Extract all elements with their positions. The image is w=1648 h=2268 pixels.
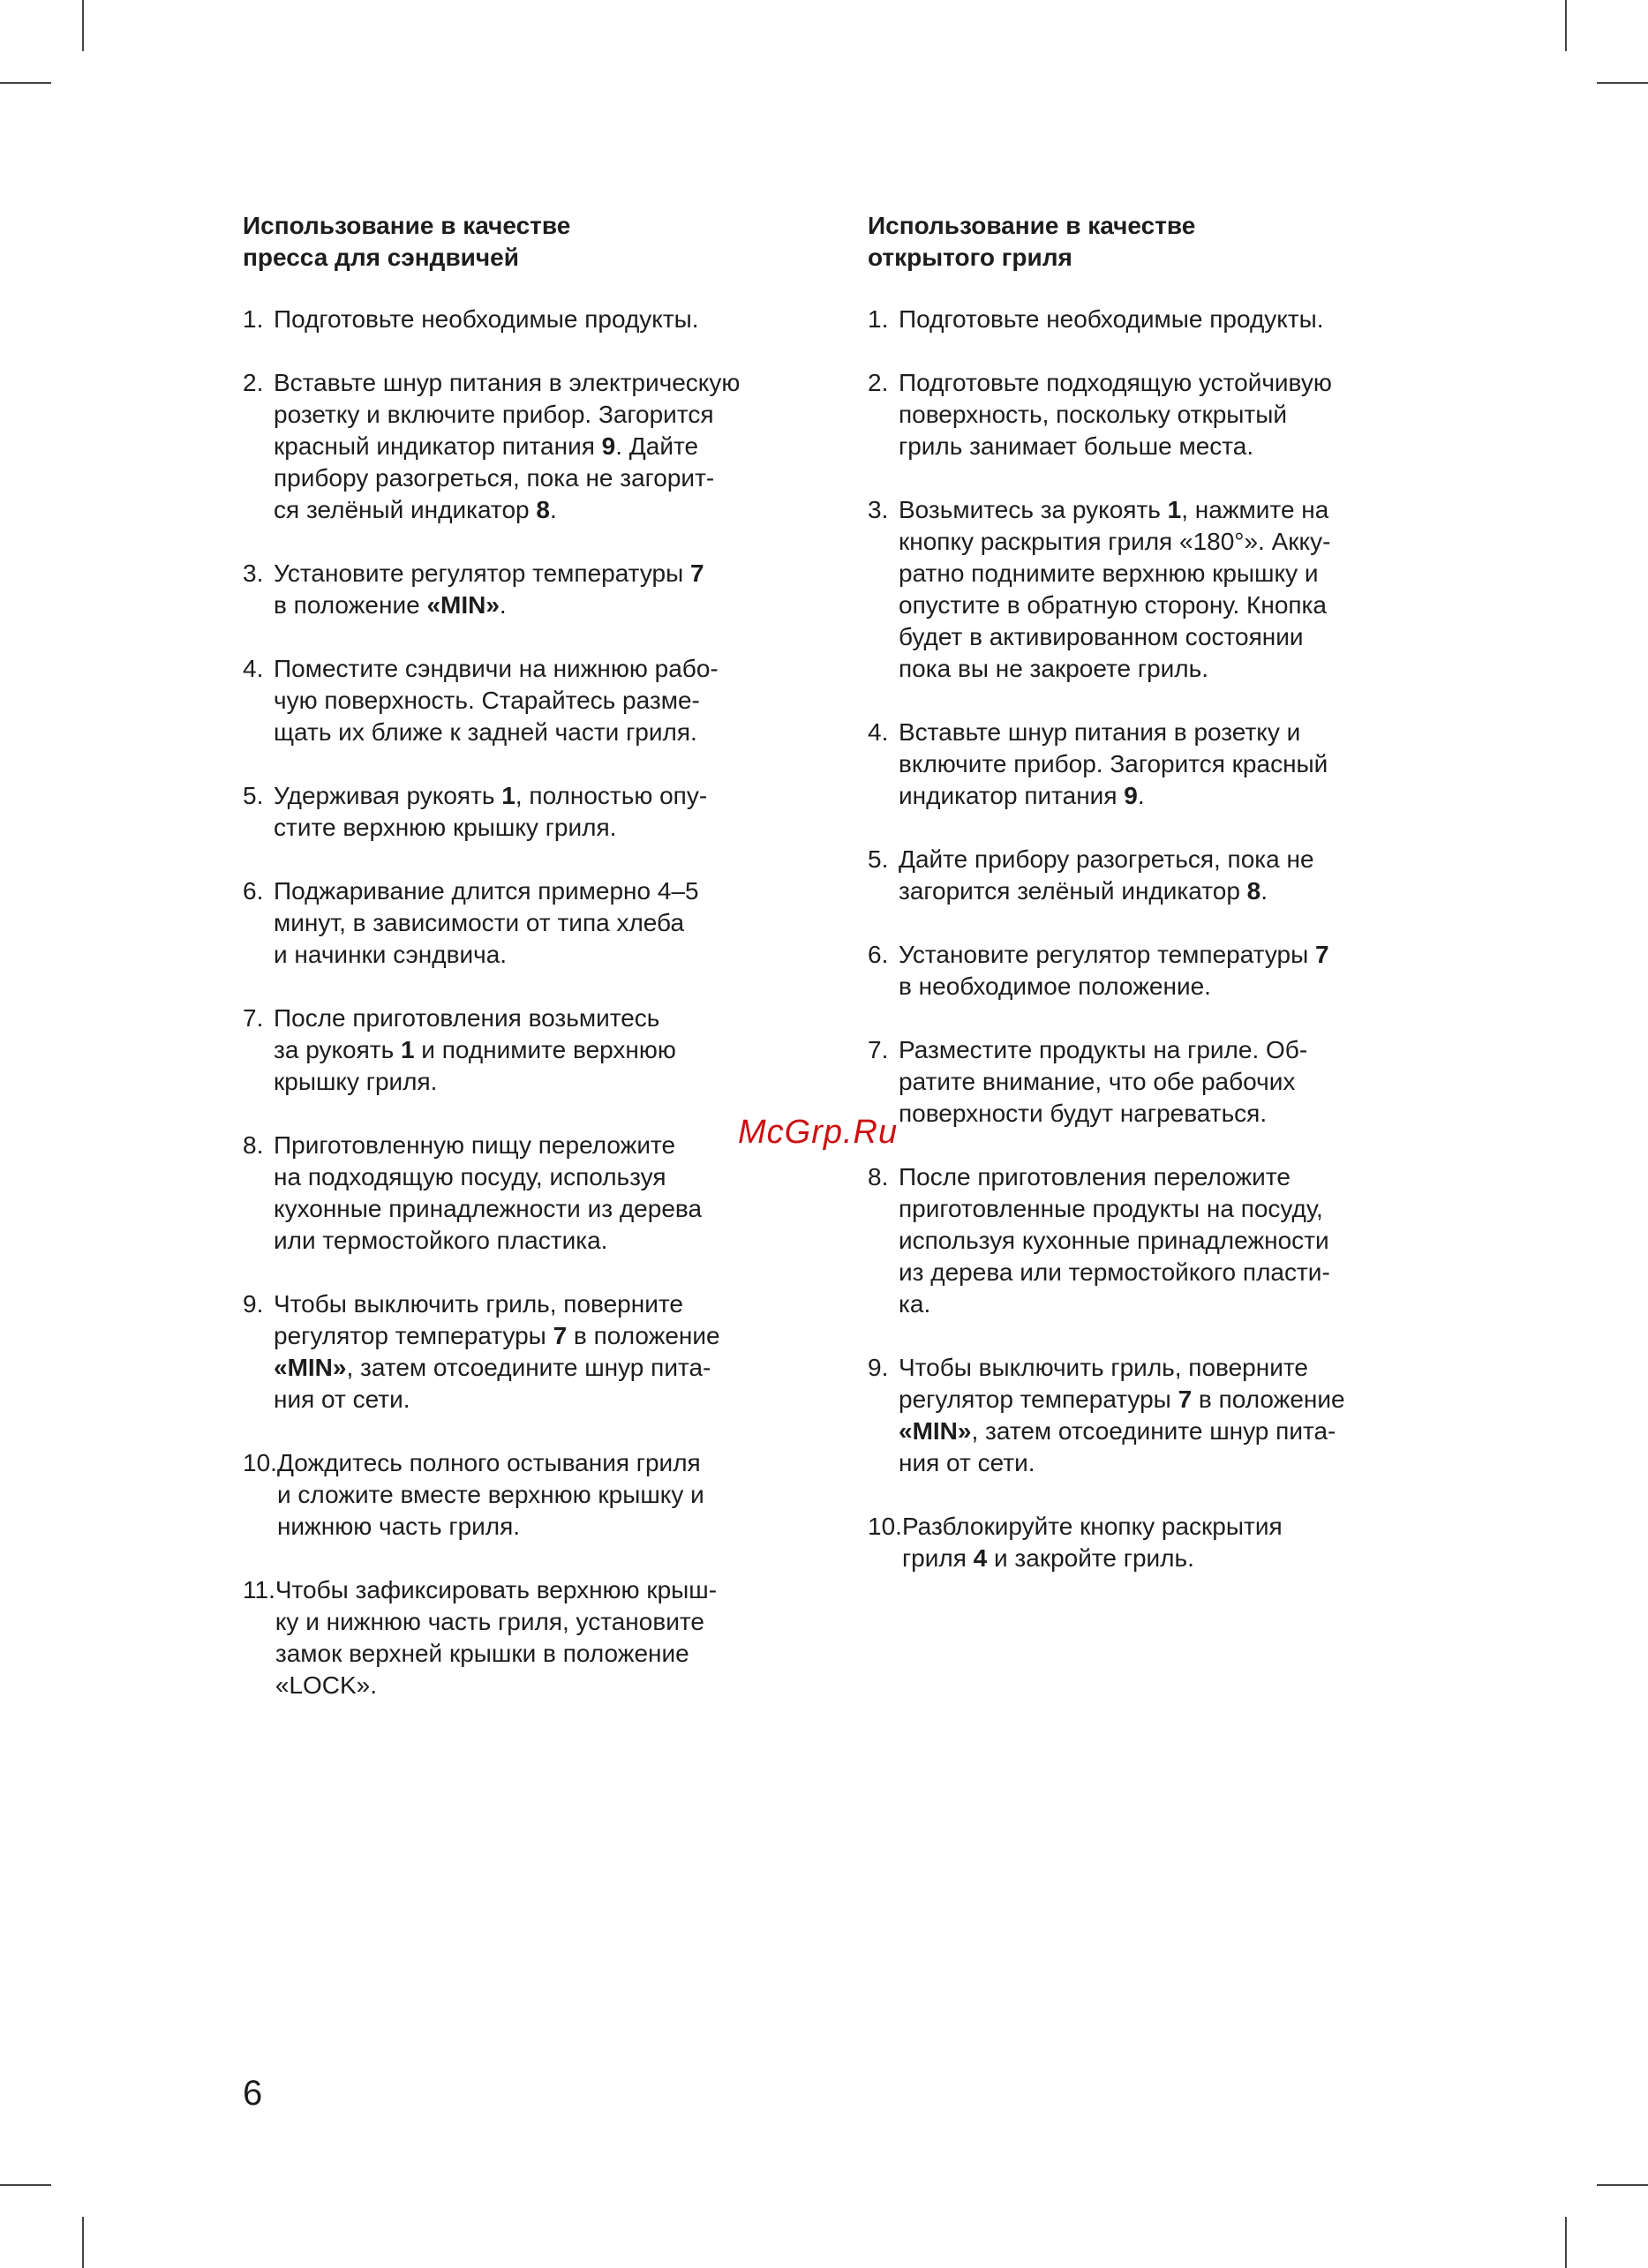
left-heading: Использование в качестве пресса для сэндвичей: [243, 212, 571, 271]
crop-mark-top-left-horizontal: [0, 82, 51, 84]
step-text: Подготовьте необходимые продукты.: [899, 305, 1324, 333]
step-item: [868, 304, 1486, 335]
step-item: [243, 1288, 861, 1416]
step-text: Вставьте шнур питания в электрическую розетку и включите прибор. Загорится красный индикатор питания 9. Дайте прибору разогреться, пока не загорит- ся зелёный индикатор 8.: [274, 369, 741, 523]
step-number: 11.: [243, 1576, 275, 1603]
emphasis: 9: [1124, 782, 1138, 809]
step-item: [868, 1511, 1486, 1574]
step-text: Поместите сэндвичи на нижнюю рабо- чую поверхность. Старайтесь разме- щать их ближе к задней части гриля.: [274, 655, 719, 746]
step-text: После приготовления переложите приготовленные продукты на посуду, используя кухонные принадлежности из дерева или термостойкого пласти- ка.: [899, 1163, 1330, 1318]
step-number: 3.: [243, 559, 264, 587]
step-text: Подготовьте подходящую устойчивую поверхность, поскольку открытый гриль занимает больше места.: [899, 369, 1332, 460]
emphasis: «MIN»: [426, 591, 500, 619]
step-number: 5.: [243, 782, 264, 809]
step-item: [243, 1447, 861, 1543]
crop-mark-bottom-right-vertical: [1565, 2217, 1567, 2268]
step-number: 5.: [868, 845, 889, 873]
emphasis: 1: [1167, 496, 1182, 523]
emphasis: 1: [400, 1036, 415, 1063]
step-item: [243, 367, 861, 526]
emphasis: 1: [501, 782, 515, 809]
page-number: 6: [243, 2074, 263, 2113]
step-text: После приготовления возьмитесь за рукоять 1 и поднимите верхнюю крышку гриля.: [274, 1004, 676, 1095]
crop-mark-bottom-left-vertical: [82, 2217, 84, 2268]
emphasis: 7: [1178, 1386, 1193, 1413]
step-number: 10.: [868, 1513, 902, 1540]
step-item: [868, 494, 1486, 685]
step-text: Приготовленную пищу переложите на подходящую посуду, используя кухонные принадлежности из дерева или термостойкого пластика.: [274, 1131, 703, 1254]
step-number: 8.: [243, 1131, 264, 1159]
left-steps: [243, 304, 861, 1701]
step-number: 4.: [868, 718, 889, 746]
step-number: 1.: [243, 305, 264, 333]
emphasis: 7: [1314, 941, 1329, 968]
step-text: Дождитесь полного остывания гриля и сложите вместе верхнюю крышку и нижнюю часть гриля.: [276, 1449, 704, 1540]
emphasis: 7: [553, 1322, 568, 1349]
step-number: 3.: [868, 496, 889, 523]
watermark: McGrp.Ru: [738, 1114, 899, 1151]
step-number: 7.: [243, 1004, 264, 1032]
crop-mark-top-right-horizontal: [1597, 82, 1648, 84]
step-number: 2.: [868, 369, 889, 396]
step-item: [868, 1352, 1486, 1479]
step-number: 9.: [868, 1354, 889, 1381]
step-number: 6.: [868, 941, 889, 968]
step-text: Возьмитесь за рукоять 1, нажмите на кнопку раскрытия гриля «180°». Акку- ратно поднимите верхнюю крышку и опустите в обратную сторону. Кнопка будет в активированном состоянии пока вы не закроете гриль.: [899, 496, 1331, 682]
step-number: 2.: [243, 369, 264, 396]
step-item: [868, 367, 1486, 462]
right-column: [868, 210, 1486, 1606]
step-text: Чтобы выключить гриль, поверните регулятор температуры 7 в положение «MIN», затем отсоедините шнур пита- ния от сети.: [899, 1354, 1345, 1476]
crop-mark-bottom-right-horizontal: [1597, 2184, 1648, 2186]
step-number: 10.: [243, 1449, 277, 1476]
left-column: [243, 210, 861, 1733]
step-number: 1.: [868, 305, 889, 333]
step-item: [868, 1161, 1486, 1320]
step-text: Поджаривание длится примерно 4–5 минут, в зависимости от типа хлеба и начинки сэндвича.: [274, 877, 699, 968]
step-text: Дайте прибору разогреться, пока не загорится зелёный индикатор 8.: [899, 845, 1314, 905]
emphasis: 9: [601, 432, 616, 460]
step-number: 9.: [243, 1290, 264, 1318]
emphasis: 7: [689, 559, 704, 587]
step-number: 4.: [243, 655, 264, 682]
step-text: Чтобы выключить гриль, поверните регулятор температуры 7 в положение «MIN», затем отсоедините шнур пита- ния от сети.: [274, 1290, 720, 1413]
step-item: [243, 558, 861, 621]
step-item: [868, 844, 1486, 907]
step-text: Установите регулятор температуры 7 в необходимое положение.: [899, 941, 1329, 1000]
crop-mark-bottom-left-horizontal: [0, 2184, 51, 2186]
emphasis: «MIN»: [899, 1417, 972, 1445]
step-text: Разместите продукты на гриле. Об- ратите внимание, что обе рабочих поверхности будут нагреваться.: [899, 1036, 1308, 1127]
step-text: Чтобы зафиксировать верхнюю крыш- ку и нижнюю часть гриля, установите замок верхней крышки в положение «LOCK».: [275, 1576, 718, 1699]
step-number: 6.: [243, 877, 264, 905]
right-steps: [868, 304, 1486, 1574]
step-text: Вставьте шнур питания в розетку и включите прибор. Загорится красный индикатор питания 9.: [899, 718, 1328, 809]
crop-mark-top-left-vertical: [82, 0, 84, 51]
step-text: Установите регулятор температуры 7 в положение «MIN».: [274, 559, 704, 619]
step-item: [868, 939, 1486, 1003]
emphasis: 4: [973, 1544, 988, 1572]
emphasis: «MIN»: [274, 1354, 347, 1381]
step-text: Разблокируйте кнопку раскрытия гриля 4 и закройте гриль.: [901, 1513, 1283, 1572]
emphasis: 8: [1246, 877, 1261, 905]
right-heading: Использование в качестве открытого гриля: [868, 212, 1196, 271]
step-item: [243, 875, 861, 971]
crop-mark-top-right-vertical: [1565, 0, 1567, 51]
step-item: [868, 1034, 1486, 1130]
step-text: Удерживая рукоять 1, полностью опу- стите верхнюю крышку гриля.: [274, 782, 708, 841]
step-item: [243, 653, 861, 748]
step-item: [243, 1574, 861, 1701]
step-number: 8.: [868, 1163, 889, 1190]
step-number: 7.: [868, 1036, 889, 1063]
step-item: [868, 717, 1486, 812]
step-item: [243, 780, 861, 844]
step-item: [243, 304, 861, 335]
emphasis: 8: [536, 496, 550, 523]
step-item: [243, 1003, 861, 1098]
step-text: Подготовьте необходимые продукты.: [274, 305, 699, 333]
